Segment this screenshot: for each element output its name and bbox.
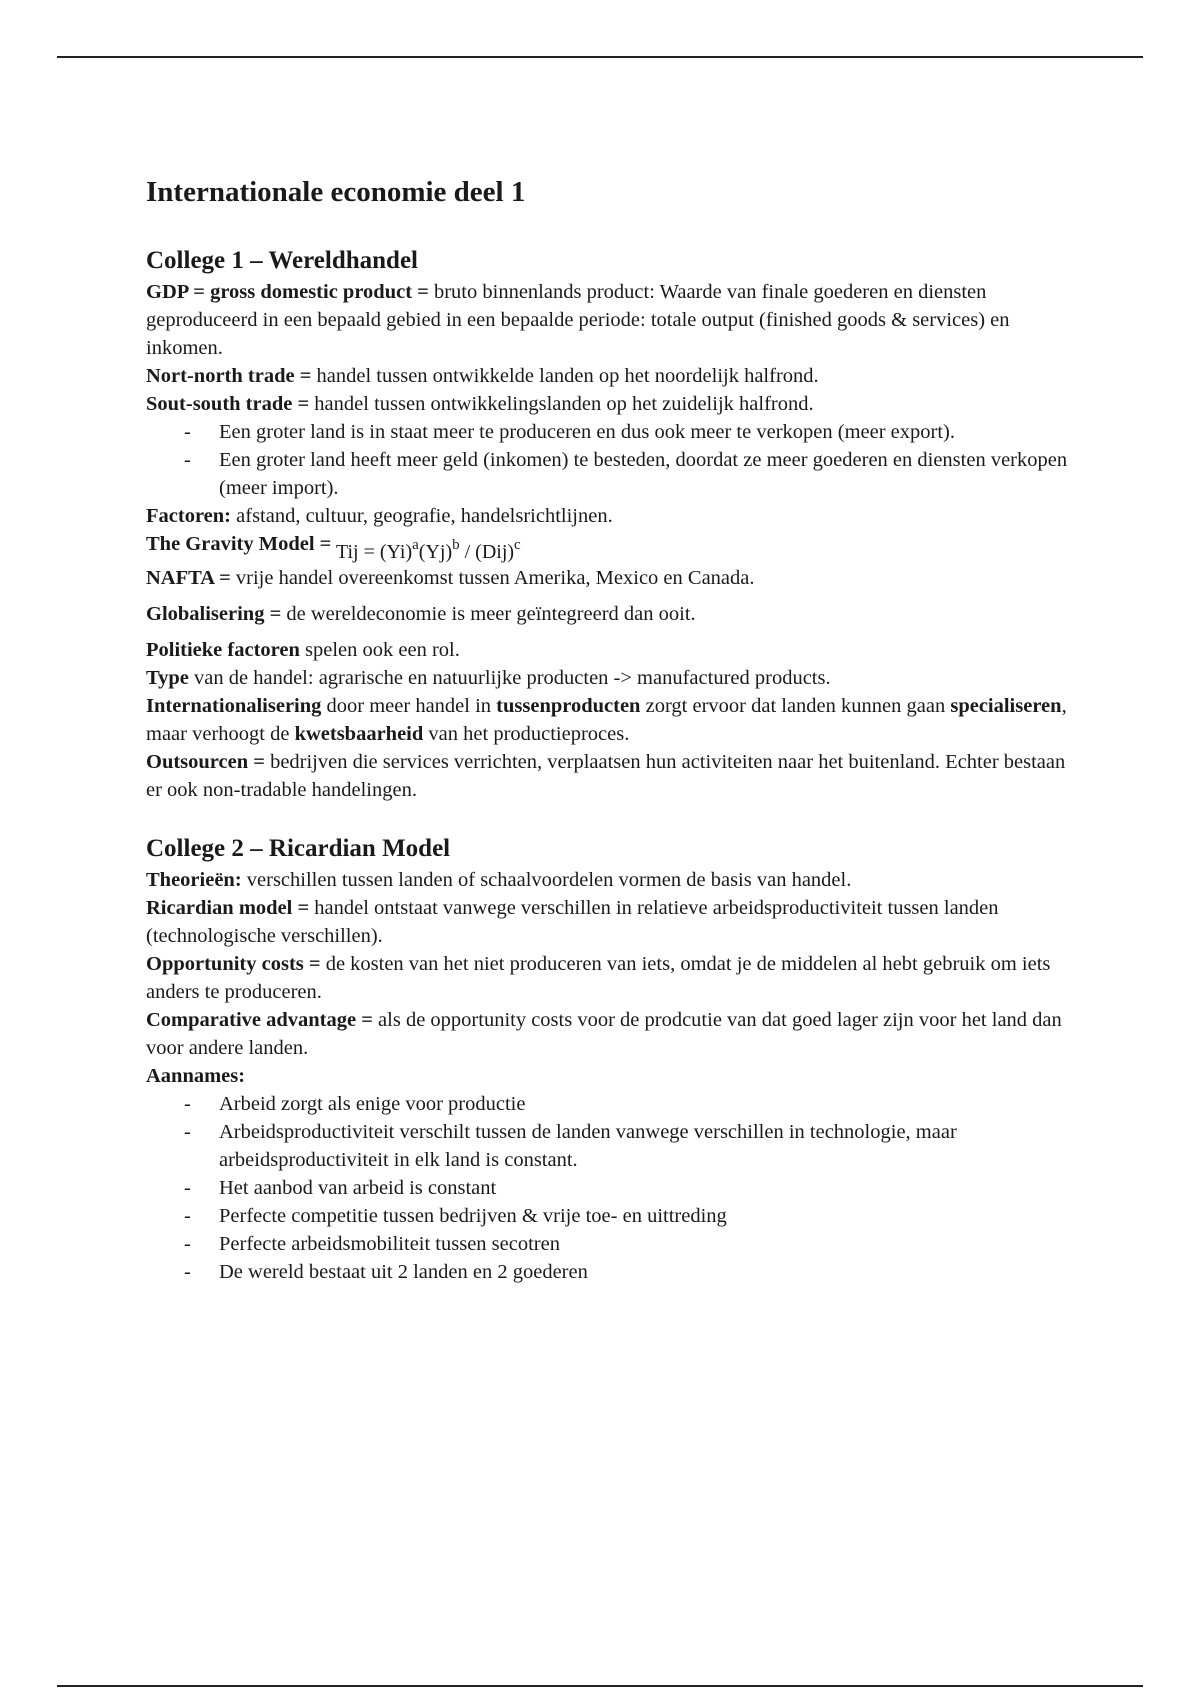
list-item: - Perfecte competitie tussen bedrijven & vrije toe- en uittreding [146,1202,1076,1230]
paragraph-globalisering [146,600,1076,628]
definition-globalisering: de wereldeconomie is meer geïntegreerd dan ooit. [281,603,696,625]
list-item: - Het aanbod van arbeid is constant [146,1174,1076,1202]
definition-ricardian-model: handel ontstaat vanwege verschillen in relatieve arbeidsproductiviteit tussen landen (technologische verschillen). [146,897,999,947]
formula-exponent: b [452,537,460,553]
paragraph-type [146,664,1076,692]
term-politieke-factoren: Politieke factoren [146,639,300,661]
paragraph-factoren [146,502,1076,530]
definition-gdp: bruto binnenlands product: Waarde van finale goederen en diensten geproduceerd in een bepaald gebied in een bepaalde periode: totale output (finished goods & services) en inkomen. [146,281,1010,359]
paragraph-politieke-factoren [146,636,1076,664]
list-item: - Een groter land is in staat meer te produceren en dus ook meer te verkopen (meer export). [146,418,1076,446]
term-tussenproducten: tussenproducten [496,695,641,717]
definition-factoren: afstand, cultuur, geografie, handelsrichtlijnen. [231,505,613,527]
term-theorieen: Theorieën: [146,869,242,891]
text-run: zorgt ervoor dat landen kunnen gaan [640,695,951,717]
term-factoren: Factoren: [146,505,232,527]
paragraph-south-south [146,390,1076,418]
text-run: , maar verhoogt de [146,695,1067,745]
definition-outsourcen: bedrijven die services verrichten, verplaatsen hun activiteiten naar het buitenland. Echter bestaan er ook non-tradable handelingen. [146,751,1066,801]
term-south-south: Sout-south trade = [146,393,310,415]
definition-north-north: handel tussen ontwikkelde landen op het noordelijk halfrond. [311,365,819,387]
section-heading-college-1: College 1 – Wereldhandel [146,247,418,274]
page-header-rule [57,56,1143,58]
list-item: - Arbeidsproductiviteit verschilt tussen de landen vanwege verschillen in technologie, maar arbeidsproductiviteit in elk land is constant. [146,1118,1076,1174]
formula-exponent: a [412,537,419,553]
term-globalisering: Globalisering = [146,603,282,625]
definition-comparative-advantage: als de opportunity costs voor de prodcutie van dat goed lager zijn voor het land dan voor andere landen. [146,1009,1062,1059]
definition-theorieen: verschillen tussen landen of schaalvoordelen vormen de basis van handel. [241,869,852,891]
list-item: - De wereld bestaat uit 2 landen en 2 goederen [146,1258,1076,1286]
definition-south-south: handel tussen ontwikkelingslanden op het zuidelijk halfrond. [309,393,814,415]
term-ricardian-model: Ricardian model = [146,897,310,919]
term-gravity-model: The Gravity Model = [146,533,332,555]
definition-politieke-factoren: spelen ook een rol. [299,639,460,661]
paragraph-opportunity-costs [146,950,1076,1006]
term-gdp: GDP = gross domestic product = [146,281,429,303]
paragraph-north-north [146,362,1076,390]
paragraph-internationalisering [146,692,1076,748]
page-footer-rule [57,1685,1143,1687]
term-type: Type [146,667,189,689]
bullet-list-aannames [146,1090,1076,1286]
definition-nafta: vrije handel overeenkomst tussen Amerika, Mexico en Canada. [230,567,755,589]
term-outsourcen: Outsourcen = [146,751,265,773]
list-item: - Perfecte arbeidsmobiliteit tussen secotren [146,1230,1076,1258]
paragraph-outsourcen [146,748,1076,804]
paragraph-ricardian-model [146,894,1076,950]
paragraph-gravity-model [146,530,1076,563]
term-comparative-advantage: Comparative advantage = [146,1009,373,1031]
paragraph-aannames [146,1062,1076,1090]
list-item: - Arbeid zorgt als enige voor productie [146,1090,1076,1118]
definition-opportunity-costs: de kosten van het niet produceren van iets, omdat je de middelen al hebt gebruik om iets anders te produceren. [146,953,1051,1003]
term-nafta: NAFTA = [146,567,231,589]
term-aannames: Aannames: [146,1065,246,1087]
term-specialiseren: specialiseren [950,695,1062,717]
formula-part: (Yj) [418,541,453,563]
paragraph-comparative-advantage [146,1006,1076,1062]
definition-type: van de handel: agrarische en natuurlijke producten -> manufactured products. [188,667,831,689]
formula-exponent: c [514,537,521,553]
section-college-2 [146,832,1076,1286]
list-item: - Een groter land heeft meer geld (inkomen) te besteden, doordat ze meer goederen en diensten verkopen (meer import). [146,446,1076,502]
document-title: Internationale economie deel 1 [146,176,526,208]
paragraph-theorieen [146,866,1076,894]
paragraph-gdp [146,278,1076,362]
gravity-formula [331,537,521,563]
document-page [146,172,1076,1286]
formula-part: / (Dij) [459,541,515,563]
paragraph-nafta [146,564,1076,592]
term-kwetsbaarheid: kwetsbaarheid [294,723,424,745]
term-internationalisering: Internationalisering [146,695,322,717]
formula-part: Tij = (Yi) [331,541,413,563]
bullet-list-size [146,418,1076,502]
term-north-north: Nort-north trade = [146,365,312,387]
section-heading-college-2: College 2 – Ricardian Model [146,835,451,862]
text-run: door meer handel in [321,695,497,717]
term-opportunity-costs: Opportunity costs = [146,953,321,975]
text-run: van het productieproces. [423,723,630,745]
